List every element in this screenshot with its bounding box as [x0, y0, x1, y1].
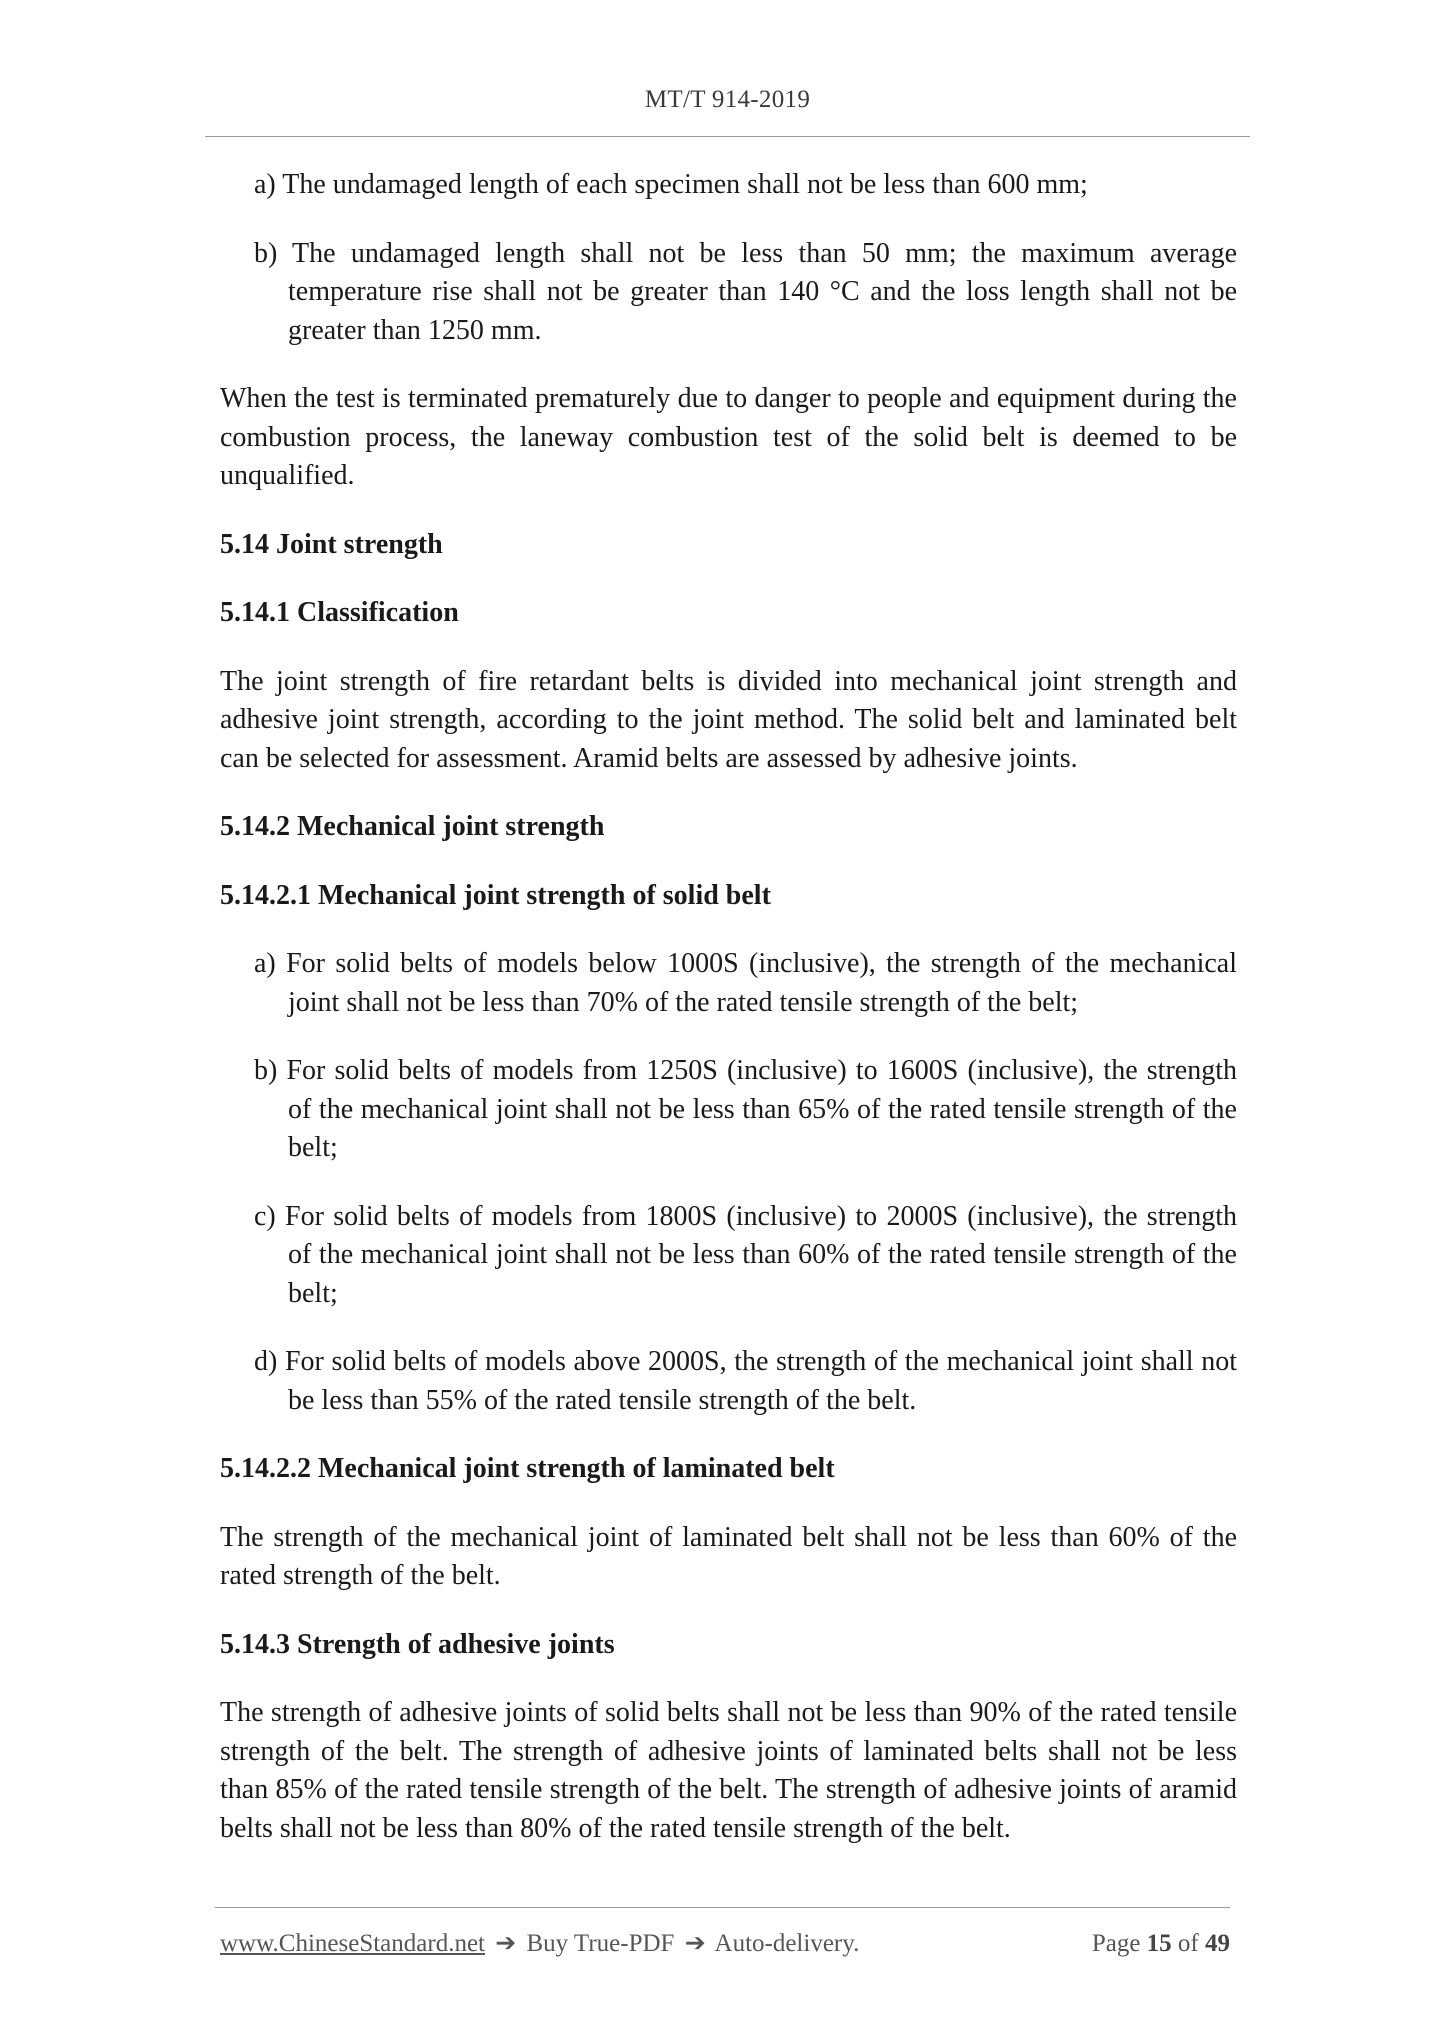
section-heading-5-14-2-2: 5.14.2.2 Mechanical joint strength of laminated belt	[220, 1453, 835, 1484]
list-item-a-undamaged-length: a) The undamaged length of each specimen shall not be less than 600 mm;	[254, 169, 1088, 200]
page-counter	[1092, 1930, 1230, 1958]
document-body	[220, 166, 1237, 1878]
section-heading-5-14-2: 5.14.2 Mechanical joint strength	[220, 811, 605, 842]
list-item-b-undamaged-length: b) The undamaged length shall not be less than 50 mm; the maximum average temperature rise shall not be greater than 140 °C and the loss length shall not be greater than 1250 mm.	[254, 237, 1237, 346]
arrow-right-icon: ➔	[495, 1930, 517, 1957]
list-item-solid-belt-a: a) For solid belts of models below 1000S (inclusive), the strength of the mechanical joint shall not be less than 70% of the rated tensile strength of the belt;	[254, 948, 1237, 1018]
page-header-title: MT/T 914-2019	[644, 86, 811, 113]
page-label: Page	[1091, 1930, 1141, 1957]
current-page-number: 15	[1146, 1930, 1172, 1957]
footer-purchase-line	[220, 1928, 859, 1958]
termination-paragraph: When the test is terminated prematurely due to danger to people and equipment during the combustion process, the laneway combustion test of the solid belt is deemed to be unqualified.	[220, 383, 1237, 491]
page-footer	[220, 1928, 1230, 1958]
list-item-solid-belt-b: b) For solid belts of models from 1250S (inclusive) to 1600S (inclusive), the strength of the mechanical joint shall not be less than 65% of the rated tensile strength of the belt;	[254, 1055, 1237, 1163]
arrow-right-icon: ➔	[684, 1930, 706, 1957]
laminated-belt-paragraph: The strength of the mechanical joint of laminated belt shall not be less than 60% of the rated strength of the belt.	[220, 1521, 1237, 1591]
section-heading-5-14: 5.14 Joint strength	[220, 528, 443, 560]
section-heading-5-14-1: 5.14.1 Classification	[220, 597, 459, 628]
site-link[interactable]: www.ChineseStandard.net	[220, 1930, 485, 1957]
buy-true-pdf-text: Buy True-PDF	[526, 1930, 675, 1957]
section-heading-5-14-2-1: 5.14.2.1 Mechanical joint strength of solid belt	[220, 879, 771, 911]
list-item-solid-belt-c: c) For solid belts of models from 1800S (inclusive) to 2000S (inclusive), the strength of the mechanical joint shall not be less than 60% of the rated tensile strength of the belt;	[254, 1200, 1237, 1309]
of-label: of	[1177, 1930, 1199, 1957]
adhesive-joints-paragraph: The strength of adhesive joints of solid belts shall not be less than 90% of the rated tensile strength of the belt. The strength of adhesive joints of laminated belts shall not be less than 85% of the rated tensile strength of the belt. The strength of adhesive joints of aramid belts shall not be less than 80% of the rated tensile strength of the belt.	[220, 1697, 1237, 1844]
header-divider	[205, 136, 1250, 137]
total-pages-number: 49	[1205, 1930, 1230, 1957]
list-item-solid-belt-d: d) For solid belts of models above 2000S, the strength of the mechanical joint shall not be less than 55% of the rated tensile strength of the belt.	[254, 1346, 1237, 1416]
section-heading-5-14-3: 5.14.3 Strength of adhesive joints	[220, 1628, 615, 1660]
classification-paragraph: The joint strength of fire retardant belts is divided into mechanical joint strength and adhesive joint strength, according to the joint method. The solid belt and laminated belt can be selected for assessment. Aramid belts are assessed by adhesive joints.	[220, 665, 1237, 774]
footer-divider	[215, 1907, 1230, 1908]
auto-delivery-text: Auto-delivery.	[714, 1930, 860, 1957]
